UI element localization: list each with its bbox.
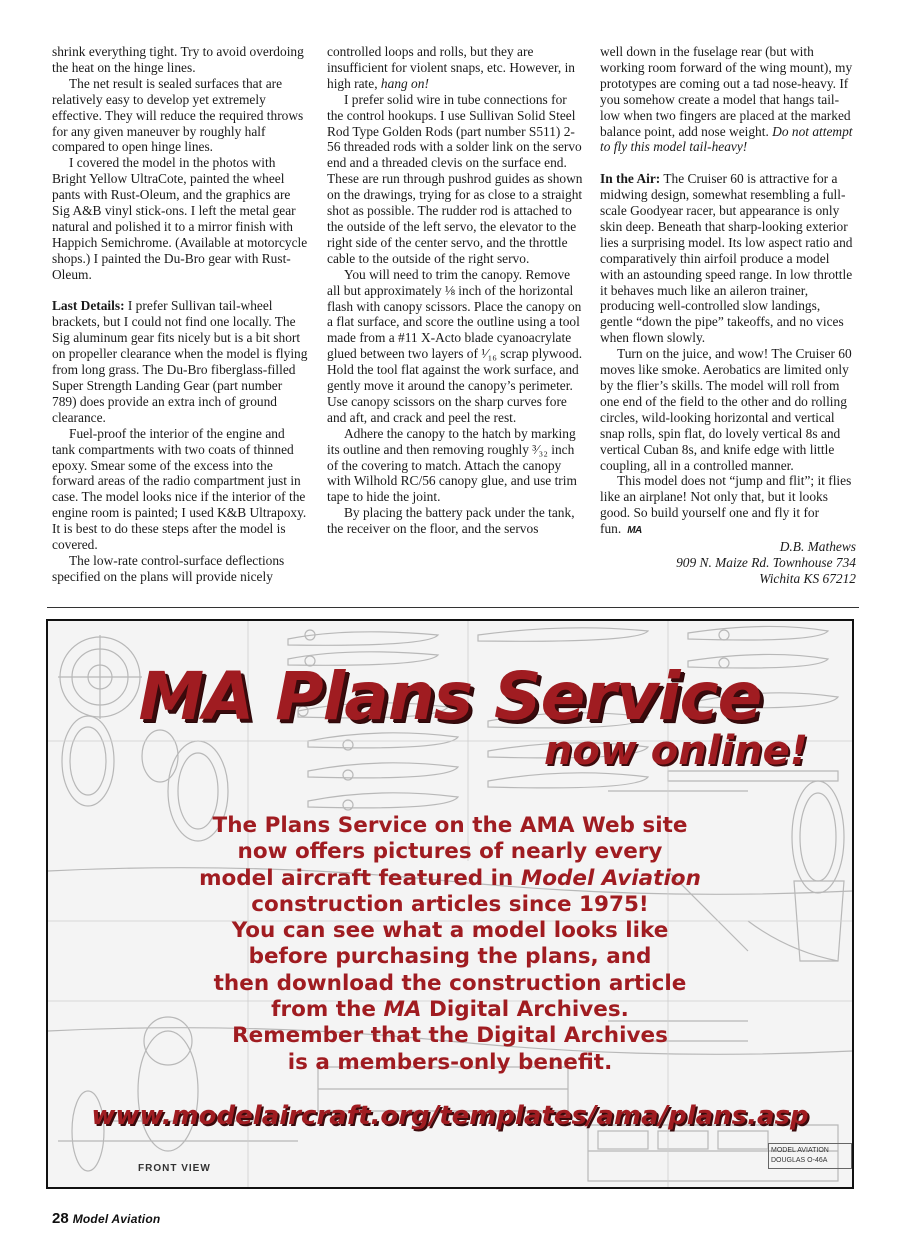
paragraph: Adhere the canopy to the hatch by marking its outline and then removing roughly ³⁄₃₂ inch of the covering to match. Attach the canopy with Wilhold RC/56 canopy glue, and use trim tape to hide the joint. [327,425,577,505]
plans-url-link[interactable]: www.modelaircraft.org/templates/ama/plans.asp [91,1101,809,1131]
drawing-label: FRONT VIEW [138,1163,211,1174]
paragraph: Turn on the juice, and wow! The Cruiser 60 moves like smoke. Aerobatics are limited only by the flier’s skills. The model will roll from one end of the field to the other and do rolling circles, wild-looking horizontal and vertical snap rolls, spin flat, do lovely vertical 8s and vertical Cuban 8s, and knife edge with little coupling, all in a controlled manner. [600,346,852,473]
page-footer [52,1210,160,1227]
drawing-title-block: MODEL AVIATION DOUGLAS O-46A [768,1143,852,1169]
section-heading: In the Air: [600,171,661,187]
paragraph: You will need to trim the canopy. Remove all but approximately ⅛ inch of the horizontal flash with canopy scissors. Place the canopy on a flat surface, and score the outline using a tool made from a #11 X-Acto blade cyanoacrylate glued between two layers of ¹⁄₁₆ scrap plywood. Hold the tool flat against the work surface, and gently move it around the canopy’s perimeter. Use canopy scissors on the sharp curves fore and aft, and crack and peel the rest. [327,266,583,425]
paragraph: I covered the model in the photos with Bright Yellow UltraCote, painted the wheel pants with Rust-Oleum, and the graphics are Sig A&B vinyl stick-ons. I left the metal gear natural and polished it to a mirror finish with Happich Semichrome. (Available at motorcycle shops.) I painted the Du-Bro gear with Rust-Oleum. [52,155,308,282]
divider-rule [47,607,859,608]
ad-body-text: The Plans Service on the AMA Web site now offers pictures of nearly every model aircraft featured in Model Aviation construction articles since 1975! You can see what a model looks like before purchasing the plans, and then download the construction article from the MA Digital Archives. Remember that the Digital Archives is a members-only benefit. [199,813,701,1075]
author-name: D.B. Mathews [779,539,856,555]
magazine-name: Model Aviation [72,1212,161,1226]
section-heading: Last Details: [52,298,125,314]
paragraph: Last Details: I prefer Sullivan tail-wheel brackets, but I could not find one locally. The Sig aluminum gear fits nicely but is a bit short on propeller clearance when the model is flying from long grass. The Du-Bro fiberglass-filled Super Strength Landing Gear (part number 789) does provide an extra inch of ground clearance. [52,298,308,425]
paragraph: shrink everything tight. Try to avoid overdoing the heat on the hinge lines. [52,44,304,75]
paragraph: By placing the battery pack under the tank, the receiver on the floor, and the servos [327,505,575,537]
paragraph: Fuel-proof the interior of the engine and tank compartments with two coats of thinned epoxy. Smear some of the excess into the forward areas of the radio compartment just in case. The model looks nice if the interior of the engine room is painted; I used K&B Ultrapoxy. It is best to do these steps after the model is covered. [52,425,307,553]
author-address-line: Wichita KS 67212 [759,570,856,586]
ad-subhead: now online! [543,728,808,774]
article-column-1 [52,44,308,585]
article-column-2 [327,44,583,537]
paragraph: In the Air: The Cruiser 60 is attractive for a midwing design, somewhat resembling a full-scale Goodyear racer, but appearance is only skin deep. Beneath that sharp-looking exterior lies a surprising model. Its low aspect ratio and comparatively thin airfoil produce a model with an astounding speed range. In low throttle it behaves much like an aileron trainer, producing well-controlled slow landings, gentle “down the pipe” takeoffs, and no vices when flown slowly. [600,171,853,346]
paragraph: well down in the fuselage rear (but with working room forward of the wing mount), my prototypes are coming out a tad nose-heavy. If you somehow create a model that hangs tail-low when two fingers are placed at the marked balance point, add nose weight. Do not attempt to fly this model tail-heavy! [600,44,853,155]
plans-service-ad[interactable] [46,619,854,1189]
page-number: 28 [52,1210,69,1227]
article-columns [52,44,862,592]
paragraph: The net result is sealed surfaces that are relatively easy to develop yet extremely effective. They will reduce the required throws for any given maneuver by roughly half compared to open hinge lines. [52,75,304,155]
ma-end-mark: MA [627,525,642,537]
paragraph: This model does not “jump and flit”; it flies like an airplane! Not only that, but it looks good. So build yourself one and fly it for fun. MA [600,473,852,537]
ad-headline: MA Plans Service [138,658,762,735]
author-address-line: 909 N. Maize Rd. Townhouse 734 [676,554,856,570]
paragraph: The low-rate control-surface deflections specified on the plans will provide nicely [52,552,285,584]
paragraph: controlled loops and rolls, but they are insufficient for violent snaps, etc. However, in high rate, hang on! [327,44,575,91]
article-column-3 [600,44,856,587]
paragraph: I prefer solid wire in tube connections for the control hookups. I use Sullivan Solid Steel Rod Type Golden Rods (part number S511) 2-56 threaded rods with a solder link on the servo end and a threaded clevis on the surface end. These are run through pushrod guides as shown on the drawings, trying for as close to a straight shot as possible. The rudder rod is attached to the outside of the left servo, the elevator to the right side of the center servo, and the throttle cable to the outside of the right servo. [327,91,583,266]
